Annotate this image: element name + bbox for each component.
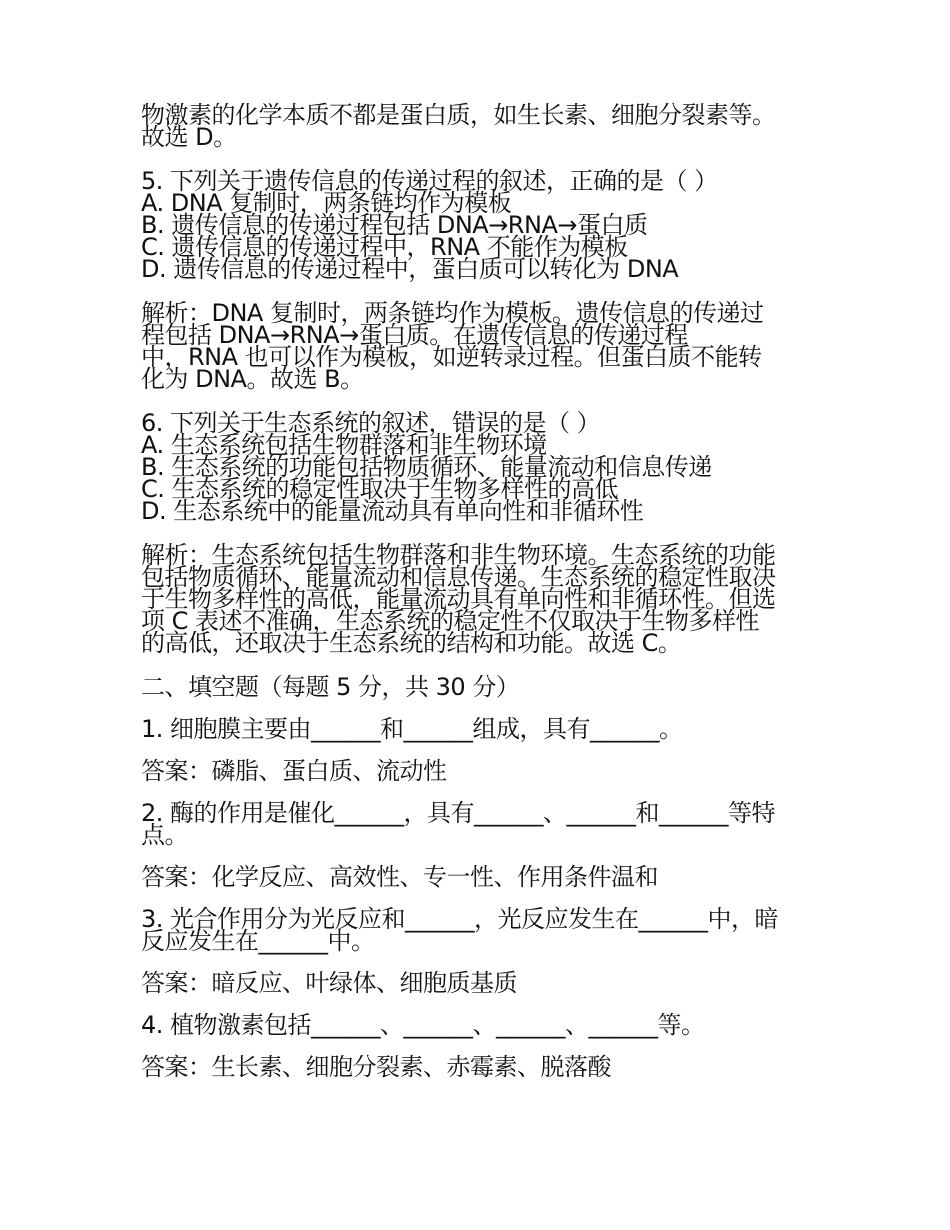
analysis-line: 中，RNA 也可以作为模板，如逆转录过程。但蛋白质不能转 <box>141 343 762 371</box>
fill-question-text: 2. 酶的作用是催化______，具有______、______和______等特 <box>141 799 776 827</box>
document-page <box>141 101 813 1081</box>
text-line: 物激素的化学本质不都是蛋白质，如生长素、细胞分裂素等。 <box>141 101 776 129</box>
answer-text: 答案：生长素、细胞分裂素、赤霉素、脱落酸 <box>141 1053 611 1081</box>
option-d: D. 遗传信息的传递过程中，蛋白质可以转化为 DNA <box>141 255 679 283</box>
question-6 <box>141 409 813 525</box>
analysis-line: 解析：生态系统包括生物群落和非生物环境。生态系统的功能 <box>141 541 776 569</box>
fill-question-1 <box>141 715 813 743</box>
fill-answer-4 <box>141 1053 813 1081</box>
question-stem: 5. 下列关于遗传信息的传递过程的叙述，正确的是（ ） <box>141 167 718 195</box>
fill-question-text: 反应发生在______中。 <box>141 927 375 955</box>
answer-text: 答案：磷脂、蛋白质、流动性 <box>141 757 447 785</box>
analysis-line: 程包括 DNA→RNA→蛋白质。在遗传信息的传递过程 <box>141 321 688 349</box>
analysis-line: 解析：DNA 复制时，两条链均作为模板。遗传信息的传递过 <box>141 299 764 327</box>
answer-text: 答案：暗反应、叶绿体、细胞质基质 <box>141 969 517 997</box>
section-title: 二、填空题（每题 5 分，共 30 分） <box>141 673 520 701</box>
section-heading <box>141 673 813 701</box>
analysis-line: 化为 DNA。故选 B。 <box>141 365 364 393</box>
option-a: A. 生态系统包括生物群落和非生物环境 <box>141 431 547 459</box>
fill-question-text: 点。 <box>141 821 188 849</box>
question-5 <box>141 167 813 283</box>
fill-answer-1 <box>141 757 813 785</box>
fill-question-4 <box>141 1011 813 1039</box>
option-a: A. DNA 复制时，两条链均作为模板 <box>141 189 512 217</box>
option-c: C. 生态系统的稳定性取决于生物多样性的高低 <box>141 475 619 503</box>
option-b: B. 生态系统的功能包括物质循环、能量流动和信息传递 <box>141 453 712 481</box>
option-c: C. 遗传信息的传递过程中，RNA 不能作为模板 <box>141 233 628 261</box>
fill-question-text: 4. 植物激素包括______、______、______、______等。 <box>141 1011 705 1039</box>
fill-answer-3 <box>141 969 813 997</box>
intro-paragraph <box>141 101 813 151</box>
question-stem: 6. 下列关于生态系统的叙述，错误的是（ ） <box>141 409 601 437</box>
fill-question-2 <box>141 799 813 849</box>
analysis-line: 的高低，还取决于生态系统的结构和功能。故选 C。 <box>141 629 682 657</box>
fill-question-3 <box>141 905 813 955</box>
fill-question-text: 1. 细胞膜主要由______和______组成，具有______。 <box>141 715 683 743</box>
text-line: 故选 D。 <box>141 123 237 151</box>
analysis-line: 于生物多样性的高低，能量流动具有单向性和非循环性。但选 <box>141 585 776 613</box>
option-d: D. 生态系统中的能量流动具有单向性和非循环性 <box>141 497 644 525</box>
fill-answer-2 <box>141 863 813 891</box>
question-6-analysis <box>141 541 813 657</box>
fill-question-text: 3. 光合作用分为光反应和______，光反应发生在______中，暗 <box>141 905 779 933</box>
question-5-analysis <box>141 299 813 393</box>
analysis-line: 包括物质循环、能量流动和信息传递。生态系统的稳定性取决 <box>141 563 776 591</box>
answer-text: 答案：化学反应、高效性、专一性、作用条件温和 <box>141 863 658 891</box>
analysis-line: 项 C 表述不准确，生态系统的稳定性不仅取决于生物多样性 <box>141 607 760 635</box>
option-b: B. 遗传信息的传递过程包括 DNA→RNA→蛋白质 <box>141 211 648 239</box>
